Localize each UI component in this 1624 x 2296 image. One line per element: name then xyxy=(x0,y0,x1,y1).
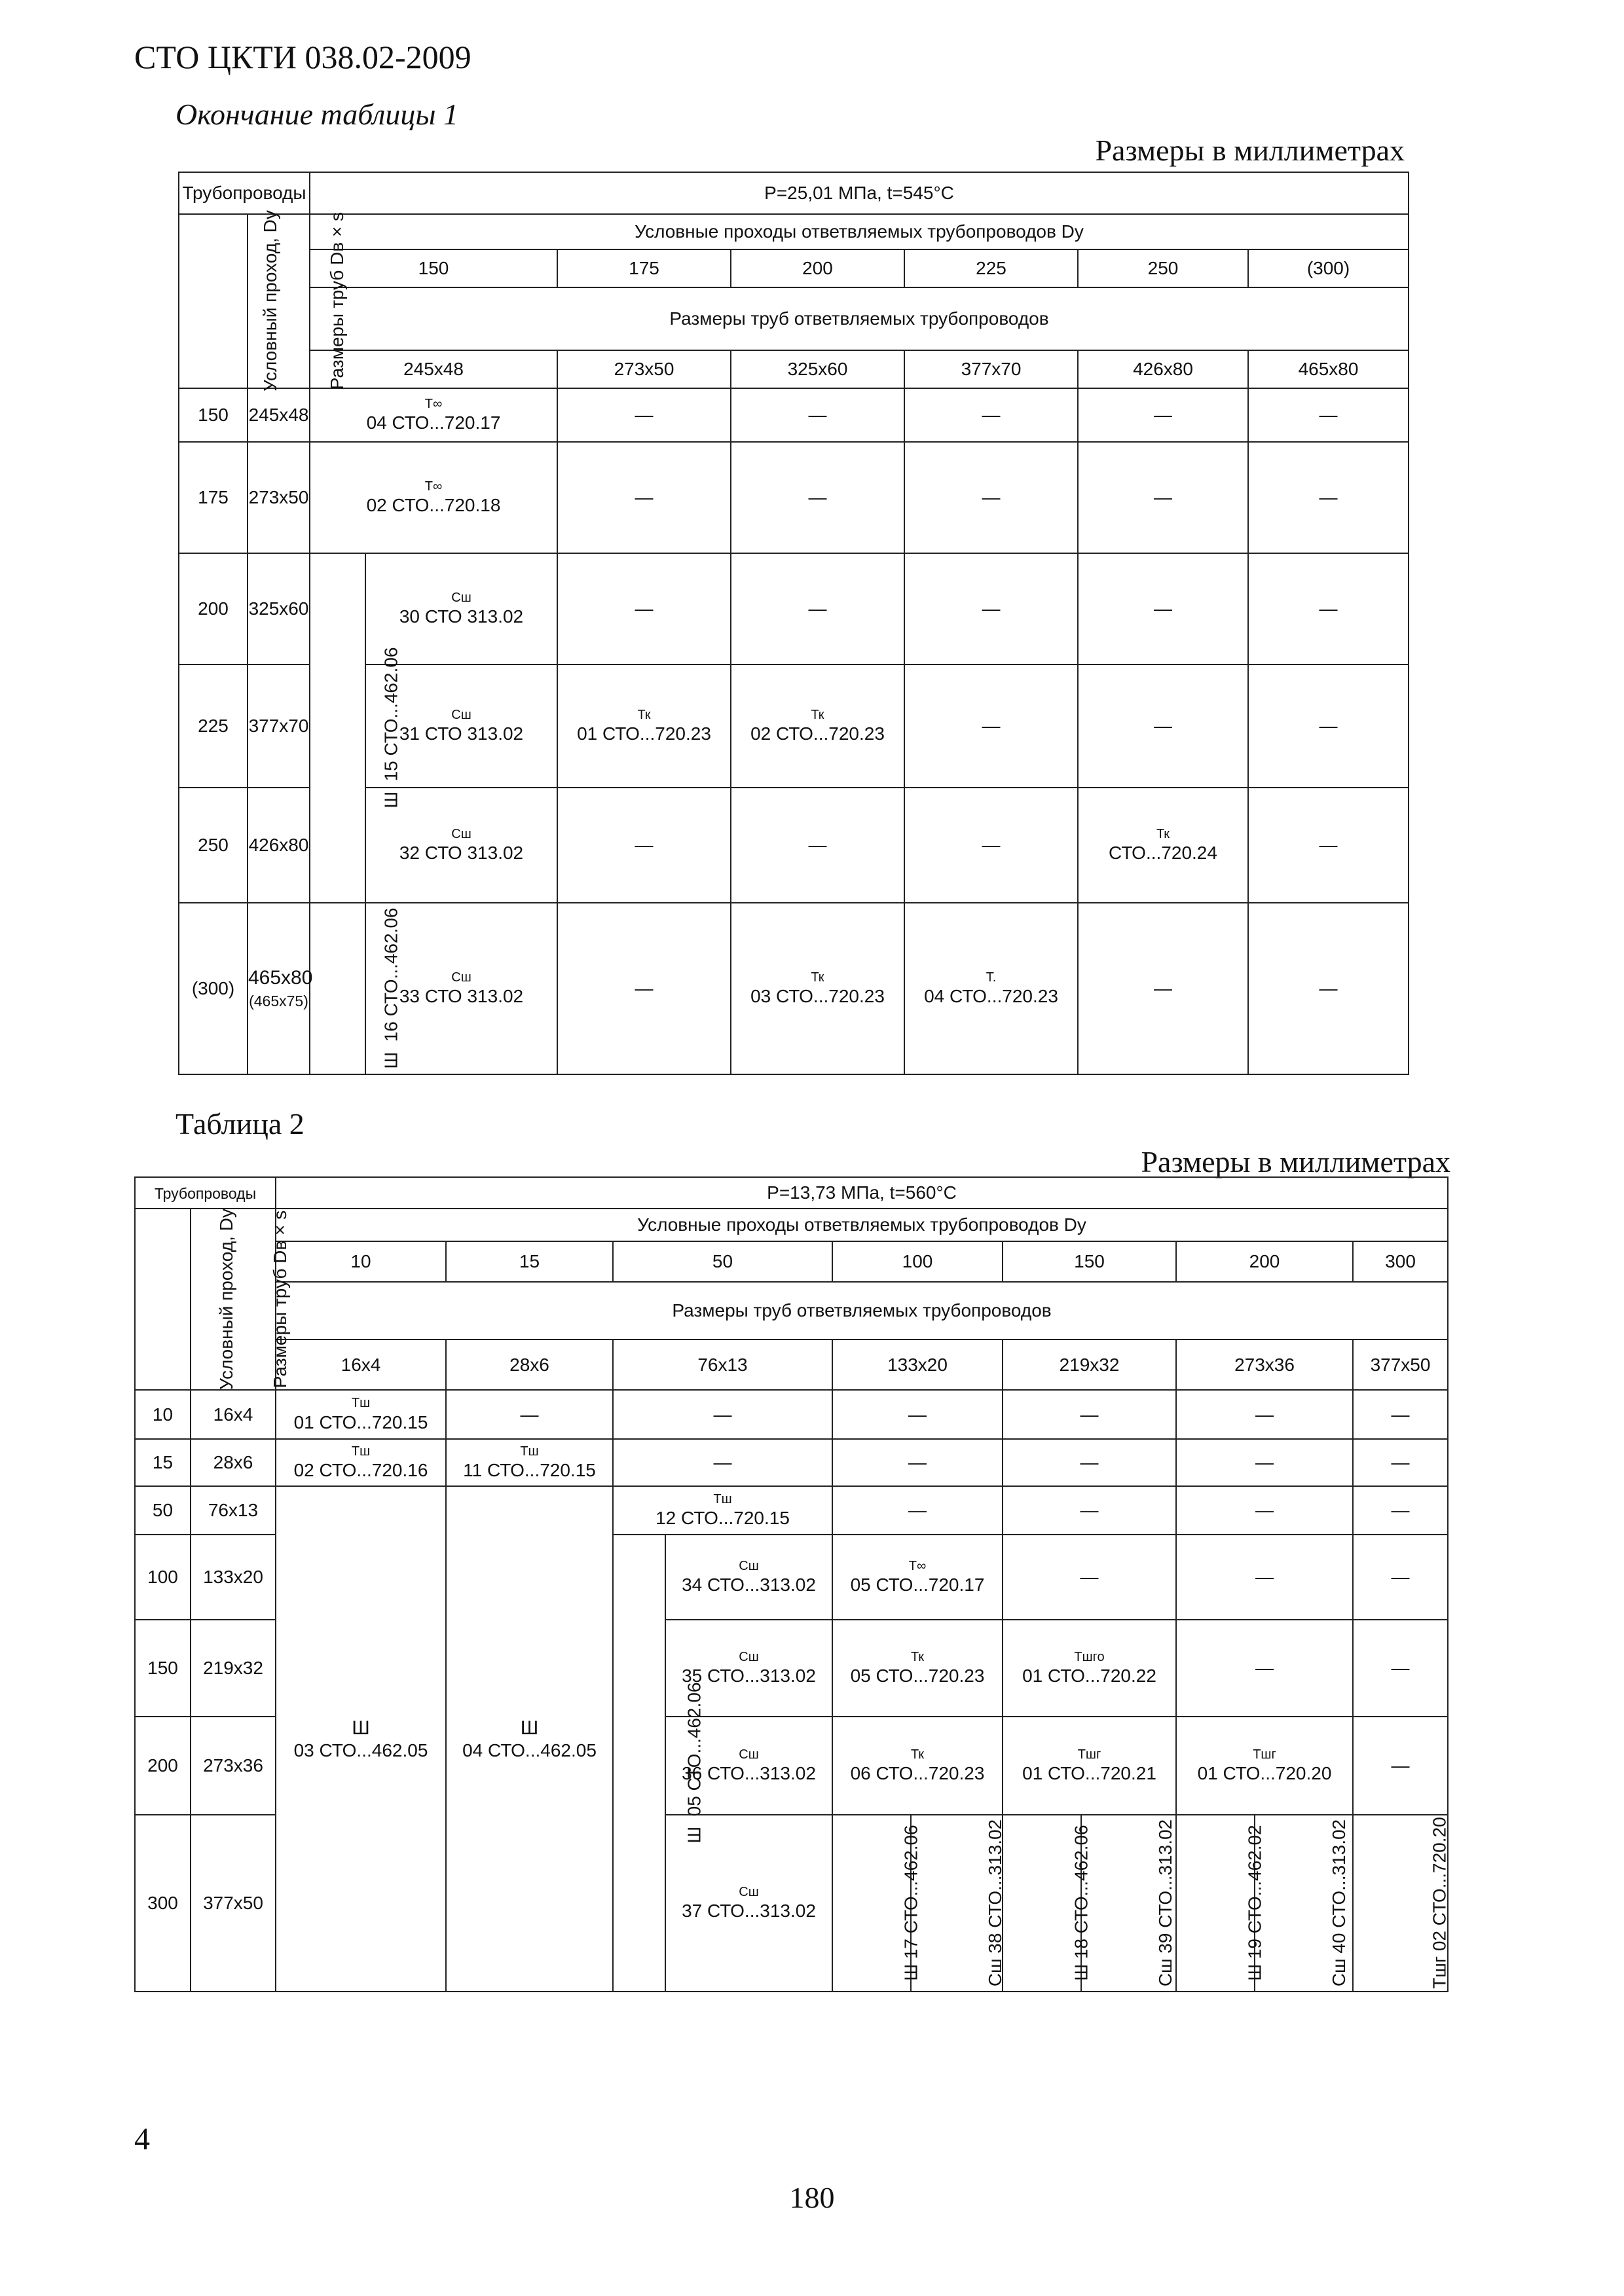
table2-row-dn: 10 xyxy=(135,1390,191,1439)
document-standard-number: СТО ЦКТИ 038.02-2009 xyxy=(134,39,471,75)
table1-dash: — xyxy=(1248,442,1409,553)
table1-dash: — xyxy=(904,665,1078,788)
table1-col-dn-header: Условный проход, Dу xyxy=(179,214,248,388)
table1-cell: Т. 04 СТО...720.23 xyxy=(904,903,1078,1074)
table2-dash: — xyxy=(1353,1486,1448,1535)
table1-dash: — xyxy=(731,388,904,442)
table1-branch-size: 325х60 xyxy=(731,350,904,388)
table1-branch-dn: 150 xyxy=(310,249,557,287)
table1-row-dn: 175 xyxy=(179,442,248,553)
scan-page-number: 180 xyxy=(789,2181,835,2214)
table1-dash: — xyxy=(1248,665,1409,788)
table2-dash: — xyxy=(1003,1486,1176,1535)
table1-branch-size-header: Размеры труб ответвляемых трубопроводов xyxy=(310,287,1409,350)
table1-branch-dn: (300) xyxy=(1248,249,1409,287)
table2-dash: — xyxy=(613,1439,832,1486)
table1-cell: Сш 30 СТО 313.02 xyxy=(365,553,557,665)
table2-dash: — xyxy=(1353,1717,1448,1815)
table1-dash: — xyxy=(904,388,1078,442)
table2-cell: Тк 06 СТО...720.23 xyxy=(832,1717,1003,1815)
table1-cell: Тк 01 СТО...720.23 xyxy=(557,665,731,788)
table2-vertical-cell: Сш 39 СТО...313.02 xyxy=(1081,1815,1176,1992)
table1-dash: — xyxy=(1248,788,1409,903)
table1-row-size: 325х60 xyxy=(248,553,310,665)
table1-cell: Тк 02 СТО...720.23 xyxy=(731,665,904,788)
table2-caption: Таблица 2 xyxy=(175,1107,304,1140)
table2-row-size: 219х32 xyxy=(191,1620,276,1717)
table1-row-dn: 200 xyxy=(179,553,248,665)
table2-dash: — xyxy=(1353,1535,1448,1620)
table1-corner-label: Трубопроводы xyxy=(179,172,310,214)
table2-vertical-cell: Сш 38 СТО...313.02 xyxy=(911,1815,1003,1992)
table2-branch-size: 28х6 xyxy=(446,1339,613,1390)
table2-dash: — xyxy=(613,1390,832,1439)
table1-col-size-header: Размеры труб Dв × s xyxy=(248,214,310,388)
table2-vertical-cell: Ш 19 СТО...462.02 xyxy=(1176,1815,1255,1992)
table2-row-size: 76х13 xyxy=(191,1486,276,1535)
table1-dash: — xyxy=(1078,442,1248,553)
table2-branch-dn: 150 xyxy=(1003,1241,1176,1282)
table1-cell: Тк СТО...720.24 xyxy=(1078,788,1248,903)
table1-dash: — xyxy=(1248,903,1409,1074)
table2-branch-dn: 15 xyxy=(446,1241,613,1282)
table2-branch-size: 16х4 xyxy=(276,1339,446,1390)
table1-dash: — xyxy=(1078,903,1248,1074)
table2-branch-dn: 50 xyxy=(613,1241,832,1282)
table1-branch-size: 273х50 xyxy=(557,350,731,388)
table2 xyxy=(134,1176,1449,1992)
table2-parameters: P=13,73 МПа, t=560°С xyxy=(276,1177,1448,1209)
table2-branch-size: 219х32 xyxy=(1003,1339,1176,1390)
table1-merged-cell: Ш 15 СТО...462.06 xyxy=(310,553,365,903)
table1-dash: — xyxy=(557,788,731,903)
document-page-number: 4 xyxy=(134,2122,150,2157)
table2-row-size: 133х20 xyxy=(191,1535,276,1620)
table2-row-size: 16х4 xyxy=(191,1390,276,1439)
table2-cell: Тшг 01 СТО...720.20 xyxy=(1176,1717,1353,1815)
table2-dash: — xyxy=(1003,1535,1176,1620)
table1-dash: — xyxy=(1248,388,1409,442)
table1 xyxy=(178,172,1409,1075)
table2-cell: Сш 35 СТО...313.02 xyxy=(665,1620,832,1717)
table1-row-size: 273х50 xyxy=(248,442,310,553)
table2-row-size: 28х6 xyxy=(191,1439,276,1486)
table2-cell: Тк 05 СТО...720.23 xyxy=(832,1620,1003,1717)
table2-cell: Сш 36 СТО...313.02 xyxy=(665,1717,832,1815)
table1-dash: — xyxy=(904,442,1078,553)
table2-col-size-header: Размеры труб Dв × s xyxy=(191,1209,276,1390)
table1-dash: — xyxy=(731,442,904,553)
table2-merged-cell: Ш 05 СТО...462.06 xyxy=(613,1535,665,1992)
table2-cell: Сш 34 СТО...313.02 xyxy=(665,1535,832,1620)
table2-dash: — xyxy=(832,1390,1003,1439)
table1-cell: Т∞ 04 СТО...720.17 xyxy=(310,388,557,442)
table2-dash: — xyxy=(1176,1439,1353,1486)
table2-cell: Тш 12 СТО...720.15 xyxy=(613,1486,832,1535)
table1-branch-dn: 250 xyxy=(1078,249,1248,287)
table2-cell: Тшго 01 СТО...720.22 xyxy=(1003,1620,1176,1717)
table2-row-dn: 15 xyxy=(135,1439,191,1486)
table2-dash: — xyxy=(1353,1390,1448,1439)
table2-dash: — xyxy=(832,1486,1003,1535)
table2-dash: — xyxy=(832,1439,1003,1486)
table2-dash: — xyxy=(1003,1439,1176,1486)
table2-row-dn: 300 xyxy=(135,1815,191,1992)
table2-dash: — xyxy=(1176,1390,1353,1439)
table2-branch-dn-header: Условные проходы ответвляемых трубопроводов Dу xyxy=(276,1209,1448,1241)
table2-units-note: Размеры в миллиметрах xyxy=(1141,1145,1450,1178)
table1-dash: — xyxy=(731,788,904,903)
table1-parameters: P=25,01 МПа, t=545°С xyxy=(310,172,1409,214)
table1-dash: — xyxy=(731,553,904,665)
table1-cell: Т∞ 02 СТО...720.18 xyxy=(310,442,557,553)
table1-branch-dn: 225 xyxy=(904,249,1078,287)
table2-dash: — xyxy=(1353,1620,1448,1717)
table2-cell: Т∞ 05 СТО...720.17 xyxy=(832,1535,1003,1620)
table2-branch-size: 76х13 xyxy=(613,1339,832,1390)
table1-dash: — xyxy=(557,442,731,553)
table1-dash: — xyxy=(1078,665,1248,788)
table2-branch-dn: 10 xyxy=(276,1241,446,1282)
table2-row-dn: 100 xyxy=(135,1535,191,1620)
table2-merged-cell: Ш 03 СТО...462.05 xyxy=(276,1486,446,1992)
table2-row-size: 273х36 xyxy=(191,1717,276,1815)
table1-row-dn: 225 xyxy=(179,665,248,788)
table1-dash: — xyxy=(1078,553,1248,665)
table2-dash: — xyxy=(1176,1486,1353,1535)
table1-dash: — xyxy=(557,388,731,442)
table1-caption: Окончание таблицы 1 xyxy=(175,98,458,131)
table2-cell: Тш 02 СТО...720.16 xyxy=(276,1439,446,1486)
table1-row-size: 426х80 xyxy=(248,788,310,903)
table2-cell: Сш 37 СТО...313.02 xyxy=(665,1815,832,1992)
table1-cell: Сш 33 СТО 313.02 xyxy=(365,903,557,1074)
table2-dash: — xyxy=(1003,1390,1176,1439)
table2-branch-size-header: Размеры труб ответвляемых трубопроводов xyxy=(276,1282,1448,1339)
table2-branch-size: 133х20 xyxy=(832,1339,1003,1390)
table2-vertical-cell: Ш 18 СТО...462.06 xyxy=(1003,1815,1081,1992)
table1-dash: — xyxy=(1078,388,1248,442)
table2-dash: — xyxy=(446,1390,613,1439)
table1-row-size: 245х48 xyxy=(248,388,310,442)
table2-merged-cell: Ш 04 СТО...462.05 xyxy=(446,1486,613,1992)
table1-row-dn: 250 xyxy=(179,788,248,903)
table1-dash: — xyxy=(557,903,731,1074)
table2-dash: — xyxy=(1176,1535,1353,1620)
table1-branch-size: 426х80 xyxy=(1078,350,1248,388)
table1-dash: — xyxy=(557,553,731,665)
table2-branch-size: 377х50 xyxy=(1353,1339,1448,1390)
table2-row-size: 377х50 xyxy=(191,1815,276,1992)
table1-branch-dn-header: Условные проходы ответвляемых трубопроводов Dу xyxy=(310,214,1409,249)
table1-merged-cell: Ш 16 СТО...462.06 xyxy=(310,903,365,1074)
table2-cell: Тшг 01 СТО...720.21 xyxy=(1003,1717,1176,1815)
table2-branch-dn: 200 xyxy=(1176,1241,1353,1282)
table2-row-dn: 50 xyxy=(135,1486,191,1535)
table1-cell: Сш 31 СТО 313.02 xyxy=(365,665,557,788)
table2-row-dn: 150 xyxy=(135,1620,191,1717)
table1-branch-size: 377х70 xyxy=(904,350,1078,388)
table2-cell: Тш 01 СТО...720.15 xyxy=(276,1390,446,1439)
table2-cell: Тш 11 СТО...720.15 xyxy=(446,1439,613,1486)
table1-branch-size: 465х80 xyxy=(1248,350,1409,388)
table1-dash: — xyxy=(1248,553,1409,665)
table1-branch-dn: 175 xyxy=(557,249,731,287)
table2-branch-size: 273х36 xyxy=(1176,1339,1353,1390)
table2-vertical-cell: Тшг 02 СТО...720.20 xyxy=(1353,1815,1448,1992)
table1-dash: — xyxy=(904,553,1078,665)
table2-vertical-cell: Ш 17 СТО...462.06 xyxy=(832,1815,911,1992)
table2-corner-label: Трубопроводы xyxy=(135,1177,276,1209)
table1-row-dn: (300) xyxy=(179,903,248,1074)
table2-col-dn-header: Условный проход, Dу xyxy=(135,1209,191,1390)
table2-dash: — xyxy=(1176,1620,1353,1717)
table1-branch-size: 245х48 xyxy=(310,350,557,388)
table1-cell: Тк 03 СТО...720.23 xyxy=(731,903,904,1074)
table1-units-note: Размеры в миллиметрах xyxy=(1095,134,1405,167)
table2-branch-dn: 100 xyxy=(832,1241,1003,1282)
table2-vertical-cell: Сш 40 СТО...313.02 xyxy=(1255,1815,1353,1992)
table1-branch-dn: 200 xyxy=(731,249,904,287)
table1-row-size: 465х80 (465х75) xyxy=(248,903,310,1074)
table2-branch-dn: 300 xyxy=(1353,1241,1448,1282)
table1-cell: Сш 32 СТО 313.02 xyxy=(365,788,557,903)
table1-dash: — xyxy=(904,788,1078,903)
table2-row-dn: 200 xyxy=(135,1717,191,1815)
table1-row-dn: 150 xyxy=(179,388,248,442)
table1-row-size: 377х70 xyxy=(248,665,310,788)
table2-dash: — xyxy=(1353,1439,1448,1486)
